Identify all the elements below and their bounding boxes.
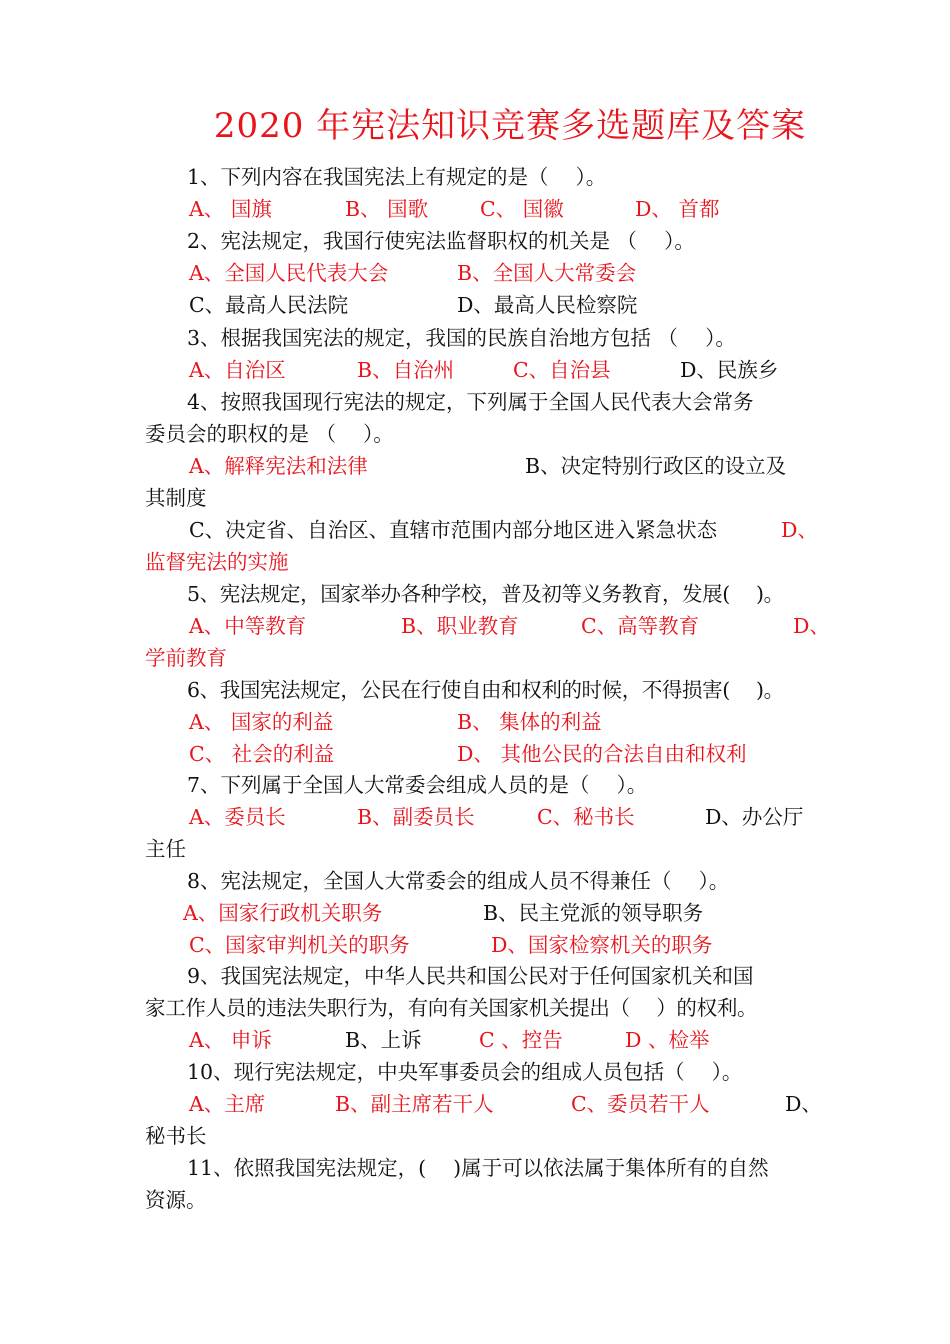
question-6-options-ab [145, 706, 815, 738]
question-3: 3、根据我国宪法的规定，我国的民族自治地方包括 （ ）。 [187, 326, 736, 350]
question-6-options-cd [145, 738, 815, 770]
option-a: A、 申诉 [189, 1028, 272, 1052]
option-a: A、解释宪法和法律 [189, 454, 368, 478]
page-title: 2020 年宪法知识竞赛多选题库及答案 [213, 106, 807, 146]
option-b: B、职业教育 [401, 614, 519, 638]
question-5: 5、宪法规定，国家举办各种学校，普及初等义务教育，发展( )。 [187, 582, 784, 606]
question-4-options-cd [145, 514, 818, 546]
option-d: D、 其他公民的合法自由和权利 [457, 742, 747, 766]
option-b: B、全国人大常委会 [457, 261, 637, 285]
question-10-options [145, 1088, 822, 1120]
question-1: 1、下列内容在我国宪法上有规定的是（ ）。 [187, 165, 607, 189]
option-d: D、 [785, 1092, 822, 1116]
option-a: A、委员长 [189, 805, 286, 829]
option-b: B、副委员长 [357, 805, 475, 829]
question-9-line-2: 家工作人员的违法失职行为，有向有关国家机关提出（ ）的权利。 [145, 996, 758, 1020]
option-b: B、 集体的利益 [457, 710, 602, 734]
option-c: C、国家审判机关的职务 [189, 933, 410, 957]
option-d: D、最高人民检察院 [457, 293, 638, 317]
option-b: B、上诉 [345, 1028, 422, 1052]
option-b: B、副主席若干人 [335, 1092, 494, 1116]
question-2-options-cd [145, 289, 815, 321]
question-6: 6、我国宪法规定，公民在行使自由和权利的时候，不得损害( )。 [187, 678, 784, 702]
option-b: B、民主党派的领导职务 [483, 901, 704, 925]
option-b-continued: 其制度 [145, 486, 207, 510]
option-d-continued: 主任 [145, 837, 186, 861]
question-1-options [145, 193, 815, 225]
question-9-line-1: 9、我国宪法规定，中华人民共和国公民对于任何国家机关和国 [187, 964, 754, 988]
option-c: C、自治县 [513, 358, 611, 382]
question-5-options [145, 610, 830, 642]
option-d-continued: 秘书长 [145, 1124, 207, 1148]
question-9-options [145, 1024, 815, 1056]
option-b: B、决定特别行政区的设立及 [525, 454, 787, 478]
option-d: D、办公厅 [705, 805, 804, 829]
option-a: A、中等教育 [189, 614, 307, 638]
option-a: A、 国家的利益 [189, 710, 334, 734]
option-d: D、 首都 [635, 197, 720, 221]
question-8-options-cd [145, 929, 815, 961]
option-b: B、 国歌 [345, 197, 429, 221]
option-c: C、最高人民法院 [189, 293, 349, 317]
option-a: A、 国旗 [189, 197, 272, 221]
option-c: C、高等教育 [581, 614, 700, 638]
option-d: D 、检举 [625, 1028, 710, 1052]
question-8-options-ab [145, 897, 815, 929]
option-d: D、国家检察机关的职务 [491, 933, 713, 957]
option-b: B、自治州 [357, 358, 455, 382]
option-d: D、民族乡 [680, 358, 779, 382]
option-a: A、全国人民代表大会 [189, 261, 389, 285]
option-c: C、决定省、自治区、直辖市范围内部分地区进入紧急状态 [189, 518, 718, 542]
question-2: 2、宪法规定，我国行使宪法监督职权的机关是 （ ）。 [187, 229, 695, 253]
option-d: D、 [781, 518, 818, 542]
question-4-options-ab [145, 450, 815, 482]
question-7-options [145, 801, 815, 833]
option-a: A、自治区 [189, 358, 286, 382]
option-c: C 、控告 [479, 1028, 563, 1052]
question-10: 10、现行宪法规定，中央军事委员会的组成人员包括（ ）。 [187, 1060, 743, 1084]
question-11-line-2: 资源。 [145, 1188, 207, 1212]
question-4-line-2: 委员会的职权的是 （ ）。 [145, 422, 394, 446]
question-11-line-1: 11、依照我国宪法规定，( )属于可以依法属于集体所有的自然 [187, 1156, 769, 1180]
option-c: C、委员若干人 [571, 1092, 710, 1116]
question-3-options [145, 354, 815, 386]
option-a: A、主席 [189, 1092, 266, 1116]
option-c: C、秘书长 [537, 805, 635, 829]
option-d: D、 [793, 614, 830, 638]
question-8: 8、宪法规定，全国人大常委会的组成人员不得兼任（ ）。 [187, 869, 730, 893]
option-c: C、 社会的利益 [189, 742, 335, 766]
option-d-continued: 监督宪法的实施 [145, 550, 289, 574]
question-4-line-1: 4、按照我国现行宪法的规定，下列属于全国人民代表大会常务 [187, 390, 754, 414]
option-d-continued: 学前教育 [145, 646, 227, 670]
option-c: C、 国徽 [480, 197, 564, 221]
question-2-options-ab [145, 257, 815, 289]
option-a: A、国家行政机关职务 [183, 901, 383, 925]
question-7: 7、下列属于全国人大常委会组成人员的是（ ）。 [187, 773, 648, 797]
